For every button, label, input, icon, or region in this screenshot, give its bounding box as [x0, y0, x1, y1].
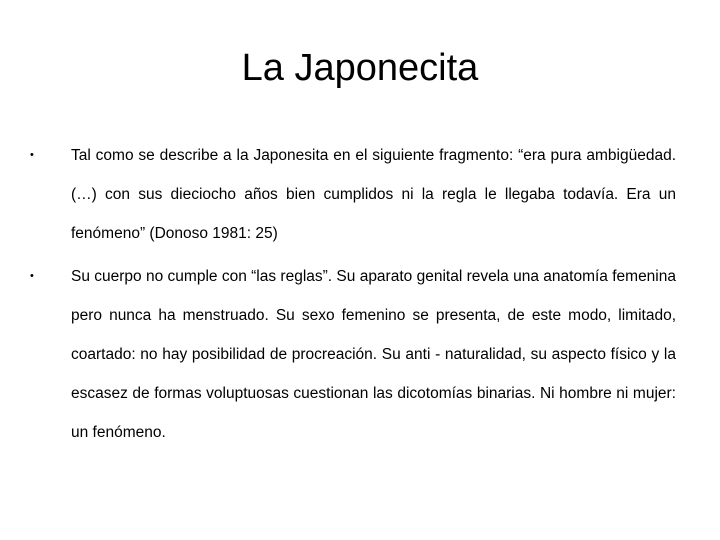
bullet-dot-icon: • — [30, 149, 34, 161]
bullet-dot-icon: • — [30, 270, 34, 282]
bullet-text-1: Tal como se describe a la Japonesita en el siguiente fragmento: “era pura ambigüedad. (…) con sus dieciocho años bien cumplidos ni la regla le llegaba todavía. Era un fenómeno” (Donoso 1981: 25) — [71, 147, 676, 242]
bullet-list — [30, 136, 676, 452]
bullet-item-2 — [30, 257, 676, 452]
bullet-item-1 — [30, 136, 676, 253]
slide-title: La Japonecita — [241, 47, 479, 89]
bullet-text-2: Su cuerpo no cumple con “las reglas”. Su aparato genital revela una anatomía femenina pero nunca ha menstruado. Su sexo femenino se presenta, de este modo, limitado, coartado: no hay posibilidad de procreación. Su anti - naturalidad, su aspecto físico y la escasez de formas voluptuosas cuestionan las dicotomías binarias. Ni hombre ni mujer: un fenómeno. — [71, 268, 676, 441]
